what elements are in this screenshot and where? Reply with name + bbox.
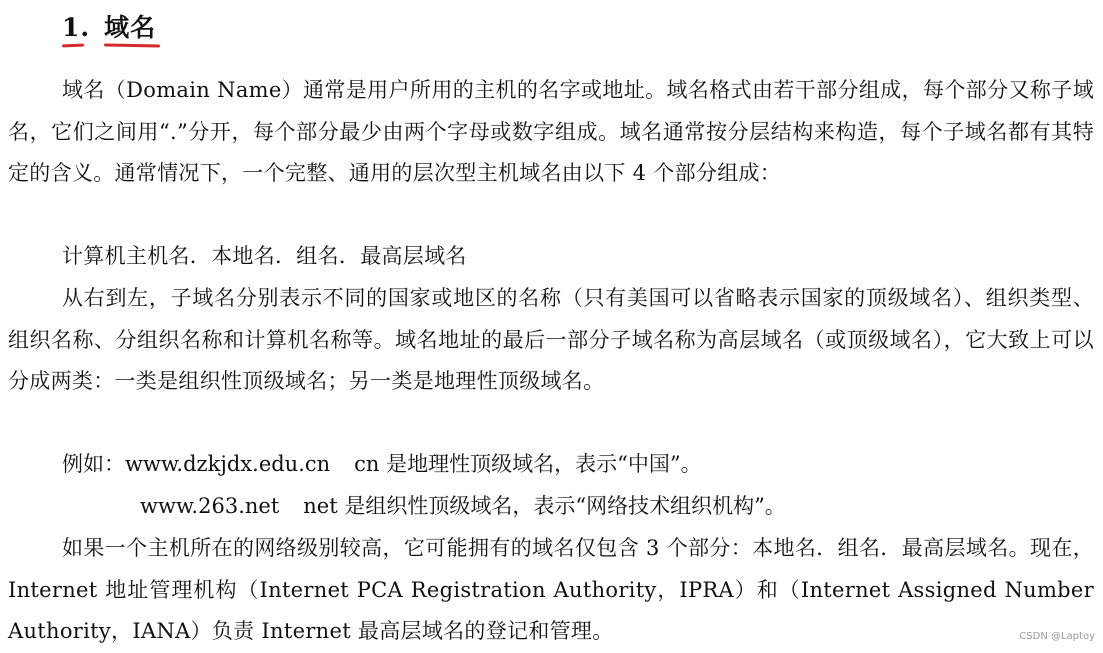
intro-paragraph: 域名（Domain Name）通常是用户所用的主机的名字或地址。域名格式由若干部分组成，每个部分又称子域名，它们之间用“.”分开，每个部分最少由两个字母或数字组成。域名通常按分层结构来构造，每个子域名都有其特定的含义。通常情况下，一个完整、通用的层次型主机域名由以下 4 个部分组成： — [8, 78, 1094, 185]
hierarchy-paragraph: 从右到左，子域名分别表示不同的国家或地区的名称（只有美国可以省略表示国家的顶级域名）、组织类型、组织名称、分组织名称和计算机名称等。域名地址的最后一部分子域名称为高层域名（或顶级域名），它大致上可以分成两类：一类是组织性顶级域名；另一类是地理性顶级域名。 — [8, 286, 1094, 393]
domain-format-line: 计算机主机名．本地名．组名．最高层域名 — [62, 244, 467, 268]
example-domain-1: www.dzkjdx.edu.cn — [125, 452, 331, 476]
source-watermark: CSDN @Laptoy — [1019, 631, 1095, 642]
section-heading — [62, 8, 156, 44]
example-domain-2: www.263.net — [140, 494, 280, 518]
example-line-2 — [140, 486, 786, 528]
section-number: 1. — [62, 13, 91, 42]
example-description-2: net 是组织性顶级域名，表示“网络技术组织机构”。 — [303, 494, 786, 518]
example-line-1 — [62, 444, 702, 486]
heading-underline-mark — [104, 44, 160, 48]
heading-underline-mark — [62, 44, 84, 48]
section-title: 域名 — [104, 13, 157, 42]
example-description-1: cn 是地理性顶级域名，表示“中国”。 — [354, 452, 702, 476]
closing-paragraph: 如果一个主机所在的网络级别较高，它可能拥有的域名仅包含 3 个部分：本地名．组名．最高层域名。现在，Internet 地址管理机构（Internet PCA Registration Authority，IPRA）和（Internet Assigned Number Authority，IANA）负责 Internet 最高层域名的登记和管理。 — [8, 536, 1094, 643]
example-label: 例如： — [62, 452, 125, 476]
